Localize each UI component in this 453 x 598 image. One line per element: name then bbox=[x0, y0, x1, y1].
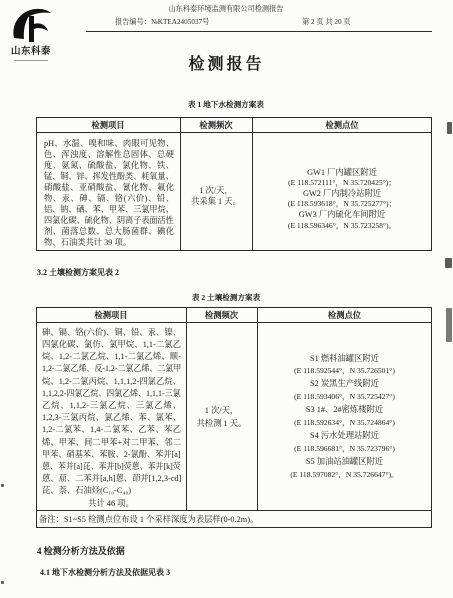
table1-item-line: 铝、钠、硒、苯、甲苯、三氯甲烷、 bbox=[44, 205, 174, 214]
table2-location-name: S3 1#、2#密炼楼附近 bbox=[305, 405, 384, 414]
table2-item-line: 1,2-二氯苯、1,4-二氯苯、乙苯、苯乙 bbox=[42, 425, 181, 434]
table2-caption: 表 2 土壤检测方案表 bbox=[191, 293, 261, 302]
table2-item-line: 四氯化碳、氯仿、氯甲烷、1,1-二氯乙 bbox=[42, 340, 181, 349]
scan-artifact bbox=[446, 308, 452, 342]
table2-location-name: S2 炭黑生产线附近 bbox=[310, 379, 379, 388]
table2-item-line: 甲苯、硝基苯、苯胺、2-氯酚、苯并[a] bbox=[42, 450, 181, 459]
table2-location-name: S5 加油站油罐区附近 bbox=[305, 457, 384, 466]
table2-note-rule bbox=[36, 510, 432, 511]
table1-header-location: 检测点位 bbox=[325, 121, 359, 130]
table2-frequency-line: 1 次/天， bbox=[204, 406, 239, 415]
company-report-heading: 山东科泰环境监测有限公司检测报告 bbox=[168, 5, 284, 13]
scan-artifact bbox=[1, 581, 4, 584]
table1-location-coords: (E 118.572111°，N 35.720425°)； bbox=[288, 178, 396, 187]
table2-item-line: 1,2,3-三氯丙烷、氯乙烯、苯、氯苯、 bbox=[42, 413, 181, 422]
table1-location-name: GW3 厂内硫化车间附近 bbox=[298, 210, 386, 219]
table1-location-name: GW1 厂内罐区附近 bbox=[307, 168, 377, 177]
table2-item-line: 砷、镉、铬(六价)、铜、铅、汞、镍、 bbox=[42, 328, 181, 337]
page-info: 第 2 页 共 20 页 bbox=[302, 18, 351, 26]
table2-location-name: S1 燃料油罐区附近 bbox=[310, 354, 379, 363]
logo-mark-icon bbox=[8, 4, 54, 46]
table1-col-divider bbox=[252, 117, 253, 251]
report-number: 报告编号：№KTEA2405037号 bbox=[115, 18, 210, 26]
table2-header-frequency: 检测频次 bbox=[204, 311, 239, 320]
header-divider bbox=[86, 31, 432, 32]
scan-artifact bbox=[1, 484, 4, 487]
section-4-heading: 4 检测分析方法及依据 bbox=[37, 546, 125, 556]
table2-location-coords: (E 118.592544°，N 35.726501°) bbox=[294, 366, 395, 375]
table1-item-line: 物、汞、砷、镉、铬(六价)、铅、 bbox=[44, 194, 174, 203]
table1-header-frequency: 检测频次 bbox=[199, 121, 233, 130]
table2-item-total: 共计 46 项。 bbox=[88, 499, 134, 508]
table1-item-line: 剂、菌落总数、总大肠菌群、碘化 bbox=[44, 227, 174, 236]
logo-text: 山东科泰 bbox=[10, 47, 51, 57]
table1-caption: 表 1 地下水检测方案表 bbox=[188, 100, 264, 109]
table2-item-line: 蒽、苯并[a]芘、苯并[b]荧蒽、苯并[k]荧 bbox=[42, 462, 181, 471]
table2-item-line: 1,2-二氯乙烯、反-1,2-二氯乙烯、二氯甲 bbox=[42, 364, 182, 373]
section-3-2-heading: 3.2 土壤检测方案见表 2 bbox=[37, 268, 119, 277]
table1-item-line: 四氯化碳、硫化物、阴离子表面活性 bbox=[44, 216, 174, 225]
table2-item-line: 烷、1,2-二氯丙烷、1,1,1,2-四氯乙烷、 bbox=[42, 377, 181, 386]
table2-location-coords: (E 118.597082°，N 35.726647°)。 bbox=[290, 470, 399, 479]
table2-item-line: 烯、甲苯、间二甲苯+对二甲苯、邻二 bbox=[42, 438, 181, 447]
table2-item-line: 1,1,2,2-四氯乙烷、四氯乙烯、1,1,1-三氯 bbox=[42, 389, 181, 398]
table1-location-coords: (E 118.593618°，N 35.725277°)； bbox=[287, 199, 397, 208]
company-logo bbox=[8, 4, 54, 64]
table2-location-coords: (E 118.596681°，N 35.723796°) bbox=[294, 444, 395, 453]
scan-artifact bbox=[445, 258, 452, 268]
table2-location-name: S4 污水处理站附近 bbox=[310, 431, 379, 440]
table1-location-coords: (E 118.596346°，N 35.723258°)。 bbox=[287, 221, 397, 230]
table1-location-name: GW2 厂内制冷站附近 bbox=[302, 189, 382, 198]
table2-location-coords: (E 118.592634°，N 35.724864°) bbox=[294, 418, 395, 427]
section-4-1-heading: 4.1 地下水检测分析方法及依据见表 3 bbox=[40, 568, 170, 577]
table1-item-line: 物、石油类共计 39 项。 bbox=[44, 238, 132, 247]
document-title: 检测报告 bbox=[188, 56, 265, 73]
table2-item-line: 芘、萘、石油烃(C₁₀-C₄₀) bbox=[42, 486, 132, 495]
table1-col-divider bbox=[180, 117, 181, 251]
table2-header-rule bbox=[36, 322, 432, 323]
table2-item-line: 乙烷、1,1,2-三氯乙烷、三氯乙烯、 bbox=[42, 401, 181, 410]
table2-header-location: 检测点位 bbox=[327, 311, 362, 320]
table2-item-line: 烷、1,2-二氯乙烷、1,1-二氯乙烯、顺- bbox=[42, 352, 181, 361]
scan-artifact bbox=[447, 122, 452, 134]
table2-item-line: 蒽、䓛、二苯并[a,h]蒽、茚并[1,2,3-cd] bbox=[42, 474, 182, 483]
table2-note: 备注：S1~S5 检测点位布设 1 个采样深度为表层样(0-0.2m)。 bbox=[39, 515, 259, 524]
table2-location-coords: (E 118.593406°，N 35.725427°) bbox=[294, 392, 395, 401]
table2-frequency-line: 共检测 1 天。 bbox=[196, 419, 247, 428]
table1-item-line: 硝酸盐、亚硝酸盐、氰化物、氟化 bbox=[44, 183, 174, 192]
table1-item-line: 度、氨氮、硫酸盐、氯化物、铁、 bbox=[44, 161, 174, 170]
table1-header-item: 检测项目 bbox=[91, 121, 125, 130]
table1-frequency-line: 1 次/天， bbox=[199, 186, 233, 195]
table1-header-rule bbox=[36, 132, 432, 133]
table1-frequency-line: 共采集 1 天。 bbox=[191, 197, 241, 206]
table1-item-line: pH、水温、嗅和味、肉眼可见物、 bbox=[44, 139, 174, 148]
table2-header-item: 检测项目 bbox=[94, 311, 128, 320]
logo-subtext-decoration bbox=[14, 60, 48, 61]
table1-item-line: 色、浑浊度、溶解性总固体、总硬 bbox=[44, 150, 174, 159]
table1-item-line: 锰、铜、锌、挥发性酚类、耗氧量、 bbox=[44, 172, 174, 181]
